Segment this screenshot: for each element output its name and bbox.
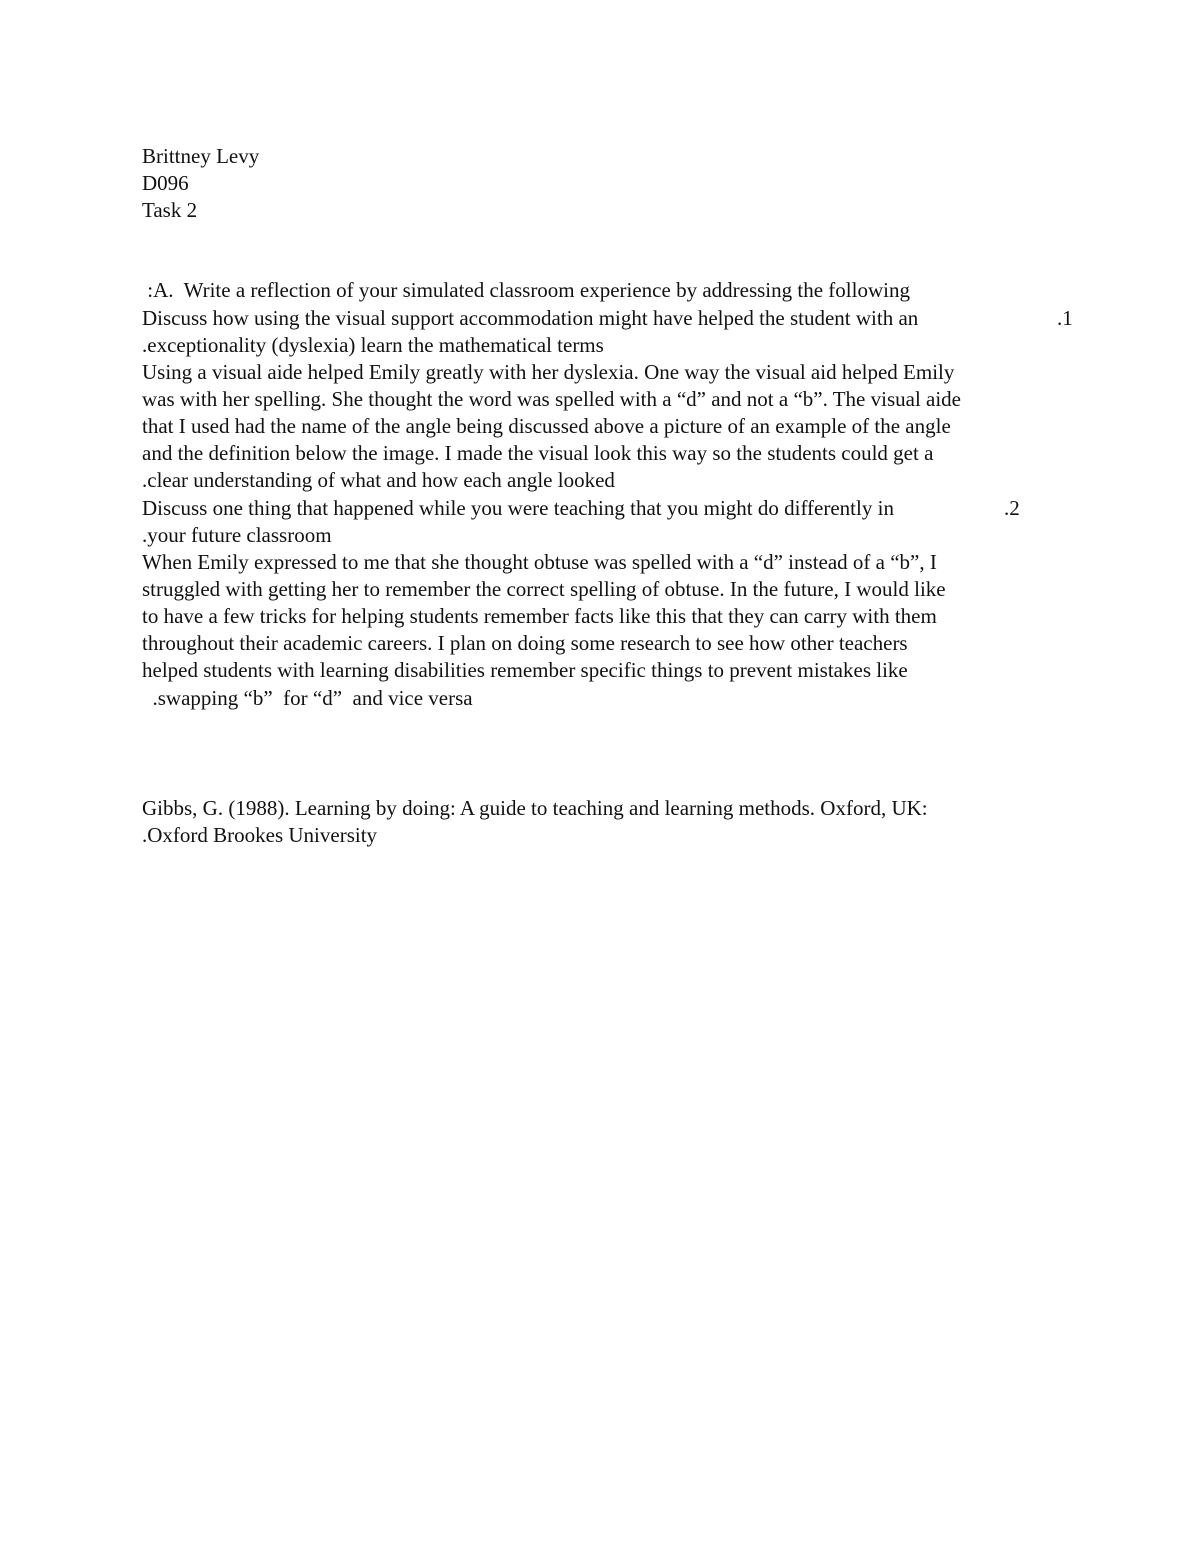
- item1-answer-line: that I used had the name of the angle being discussed above a picture of an example of the angle: [142, 414, 951, 438]
- item1-answer-line: was with her spelling. She thought the word was spelled with a “d” and not a “b”. The visual aide: [142, 387, 961, 411]
- item2-answer-line: throughout their academic careers. I plan on doing some research to see how other teachers: [142, 631, 908, 655]
- item2-answer-line: .swapping “b” for “d” and vice versa: [142, 686, 473, 710]
- section-a-prompt: :A. Write a reflection of your simulated classroom experience by addressing the following: [142, 278, 910, 302]
- reference-line: .Oxford Brookes University: [142, 823, 378, 847]
- item2-answer-line: When Emily expressed to me that she thought obtuse was spelled with a “d” instead of a “b”, I: [142, 550, 937, 574]
- item1-question-line: Discuss how using the visual support accommodation might have helped the student with an: [142, 306, 919, 330]
- item1-answer-line: Using a visual aide helped Emily greatly with her dyslexia. One way the visual aid helped Emily: [142, 360, 955, 384]
- item2-answer-line: struggled with getting her to remember the correct spelling of obtuse. In the future, I would like: [142, 577, 946, 601]
- author-name: Brittney Levy: [142, 144, 260, 168]
- item2-number: .2: [1004, 496, 1020, 520]
- reference-line: Gibbs, G. (1988). Learning by doing: A guide to teaching and learning methods. Oxford, UK:: [142, 796, 928, 820]
- item2-question-line: Discuss one thing that happened while you were teaching that you might do differently in: [142, 496, 894, 520]
- task-label: Task 2: [142, 198, 198, 222]
- item2-answer-line: helped students with learning disabilities remember specific things to prevent mistakes like: [142, 658, 908, 682]
- course-code: D096: [142, 171, 189, 195]
- item1-question-line: .exceptionality (dyslexia) learn the mathematical terms: [142, 333, 604, 357]
- item1-answer-line: .clear understanding of what and how each angle looked: [142, 468, 615, 492]
- item2-answer-line: to have a few tricks for helping students remember facts like this that they can carry with them: [142, 604, 937, 628]
- item1-number: .1: [1057, 306, 1073, 330]
- item1-answer-line: and the definition below the image. I made the visual look this way so the students could get a: [142, 441, 934, 465]
- item2-question-line: .your future classroom: [142, 523, 332, 547]
